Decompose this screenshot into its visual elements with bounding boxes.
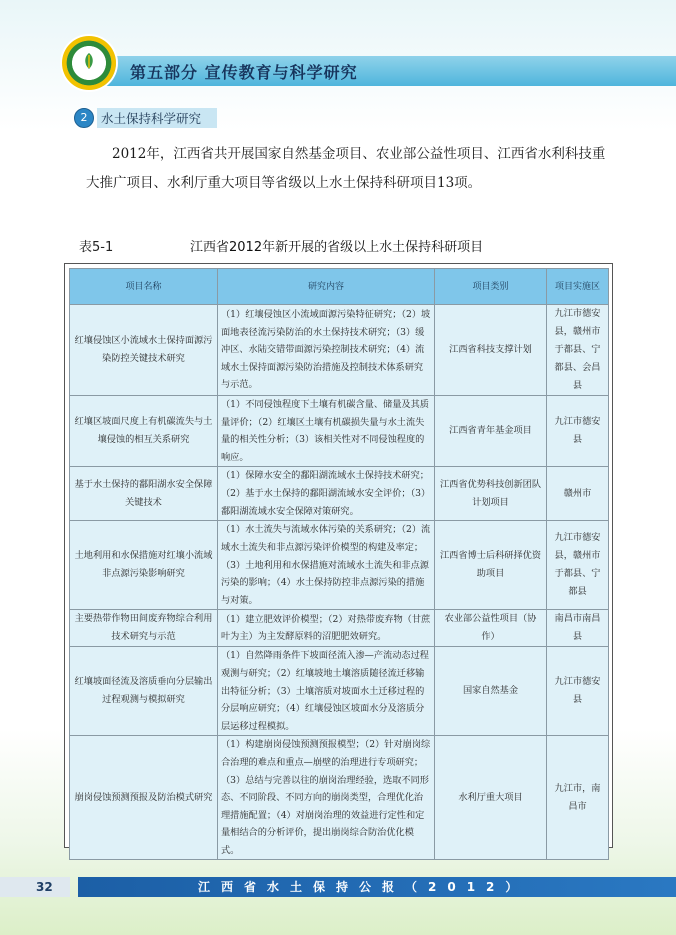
cell-project-name: 土地利用和水保措施对红壤小流域非点源污染影响研究 xyxy=(70,521,218,610)
cell-project-name: 崩岗侵蚀预测预报及防治模式研究 xyxy=(70,736,218,860)
publication-title: 江西省水土保持公报（2012） xyxy=(78,877,676,897)
cell-implementation-area: 九江市，南昌市 xyxy=(547,736,609,860)
subsection-heading xyxy=(74,108,217,128)
cell-project-name: 红壤侵蚀区小流域水土保持面源污染防控关键技术研究 xyxy=(70,305,218,396)
cell-implementation-area: 九江市德安县 xyxy=(547,396,609,467)
cell-research-content: （1）构建崩岗侵蚀预测预报模型；（2）针对崩岗综合治理的难点和重点—崩壁的治理进行专项研究；（3）总结与完善以往的崩岗治理经验，选取不同形态、不同阶段、不同方向的崩岗类型，合理优化治理措施配置；（4）对崩岗治理的效益进行定性和定量相结合的分析评价，提出崩岗综合防治优化模式。 xyxy=(218,736,435,860)
cell-research-content: （1）水土流失与流域水体污染的关系研究；（2）流域水土流失和非点源污染评价模型的构建及率定；（3）土地利用和水保措施对流域水土流失和非点源污染的影响；（4）水土保持防控非点源污染的措施与对策。 xyxy=(218,521,435,610)
table-row xyxy=(70,610,609,647)
table-row xyxy=(70,396,609,467)
research-projects-table-frame xyxy=(64,263,613,856)
page-footer xyxy=(0,877,676,897)
leaf-emblem-icon xyxy=(81,52,97,70)
soil-conservation-logo-icon xyxy=(62,36,116,90)
cell-project-category: 江西省优势科技创新团队计划项目 xyxy=(435,467,547,521)
subsection-title: 水土保持科学研究 xyxy=(97,108,217,128)
cell-implementation-area: 九江市德安县 xyxy=(547,647,609,736)
cell-research-content: （1）保障水安全的鄱阳湖流域水土保持技术研究；（2）基于水土保持的鄱阳湖流域水安全评价；（3）鄱阳湖流域水安全保障对策研究。 xyxy=(218,467,435,521)
table-title: 江西省2012年新开展的省级以上水土保持科研项目 xyxy=(190,240,484,255)
table-row xyxy=(70,521,609,610)
cell-project-category: 农业部公益性项目（协作） xyxy=(435,610,547,647)
cell-project-category: 江西省科技支撑计划 xyxy=(435,305,547,396)
header-project-name: 项目名称 xyxy=(70,269,218,305)
cell-project-name: 红壤坡面径流及溶质垂向分层输出过程观测与模拟研究 xyxy=(70,647,218,736)
cell-implementation-area: 南昌市南昌县 xyxy=(547,610,609,647)
cell-project-category: 江西省博士后科研择优资助项目 xyxy=(435,521,547,610)
cell-implementation-area: 赣州市 xyxy=(547,467,609,521)
cell-project-name: 基于水土保持的鄱阳湖水安全保障关键技术 xyxy=(70,467,218,521)
header-implementation-area: 项目实施区 xyxy=(547,269,609,305)
header-research-content: 研究内容 xyxy=(218,269,435,305)
cell-implementation-area: 九江市德安县，赣州市于都县、宁都县、会昌县 xyxy=(547,305,609,396)
cell-implementation-area: 九江市德安县，赣州市于都县、宁都县 xyxy=(547,521,609,610)
table-row xyxy=(70,305,609,396)
table-row xyxy=(70,736,609,860)
cell-project-name: 红壤区坡面尺度上有机碳流失与土壤侵蚀的相互关系研究 xyxy=(70,396,218,467)
section-title: 第五部分 宣传教育与科学研究 xyxy=(130,63,358,82)
cell-research-content: （1）不同侵蚀程度下土壤有机碳含量、储量及其质量评价；（2）红壤区土壤有机碳损失量与水土流失量的相关性分析；（3）该相关性对不同侵蚀程度的响应。 xyxy=(218,396,435,467)
cell-project-name: 主要热带作物田间废弃物综合利用技术研究与示范 xyxy=(70,610,218,647)
cell-project-category: 国家自然基金 xyxy=(435,647,547,736)
table-header-row xyxy=(70,269,609,305)
page-number: 32 xyxy=(0,877,70,897)
header-project-category: 项目类别 xyxy=(435,269,547,305)
subsection-number-badge: 2 xyxy=(74,108,94,128)
research-projects-table xyxy=(69,268,609,860)
cell-project-category: 江西省青年基金项目 xyxy=(435,396,547,467)
table-row xyxy=(70,467,609,521)
table-row xyxy=(70,647,609,736)
cell-research-content: （1）建立肥效评价模型；（2）对热带废弃物（甘蔗叶为主）为主发酵原料的沼肥肥效研究。 xyxy=(218,610,435,647)
intro-paragraph: 2012年，江西省共开展国家自然基金项目、农业部公益性项目、江西省水利科技重大推广项目、水利厅重大项目等省级以上水土保持科研项目13项。 xyxy=(86,146,606,191)
cell-project-category: 水利厅重大项目 xyxy=(435,736,547,860)
cell-research-content: （1）红壤侵蚀区小流域面源污染特征研究；（2）坡面地表径流污染防治的水土保持技术研究；（3）缓冲区、水陆交错带面源污染控制技术研究；（4）流域水土保持面源污染防治措施及控制技术体系研究与示范。 xyxy=(218,305,435,396)
table-label: 表5-1 xyxy=(79,240,114,255)
cell-research-content: （1）自然降雨条件下坡面径流入渗—产流动态过程观测与研究；（2）红壤坡地土壤溶质随径流迁移输出特征分析；（3）土壤溶质对坡面水土迁移过程的分层响应研究；（4）红壤侵蚀区坡面水分及溶质分层运移过程模拟。 xyxy=(218,647,435,736)
